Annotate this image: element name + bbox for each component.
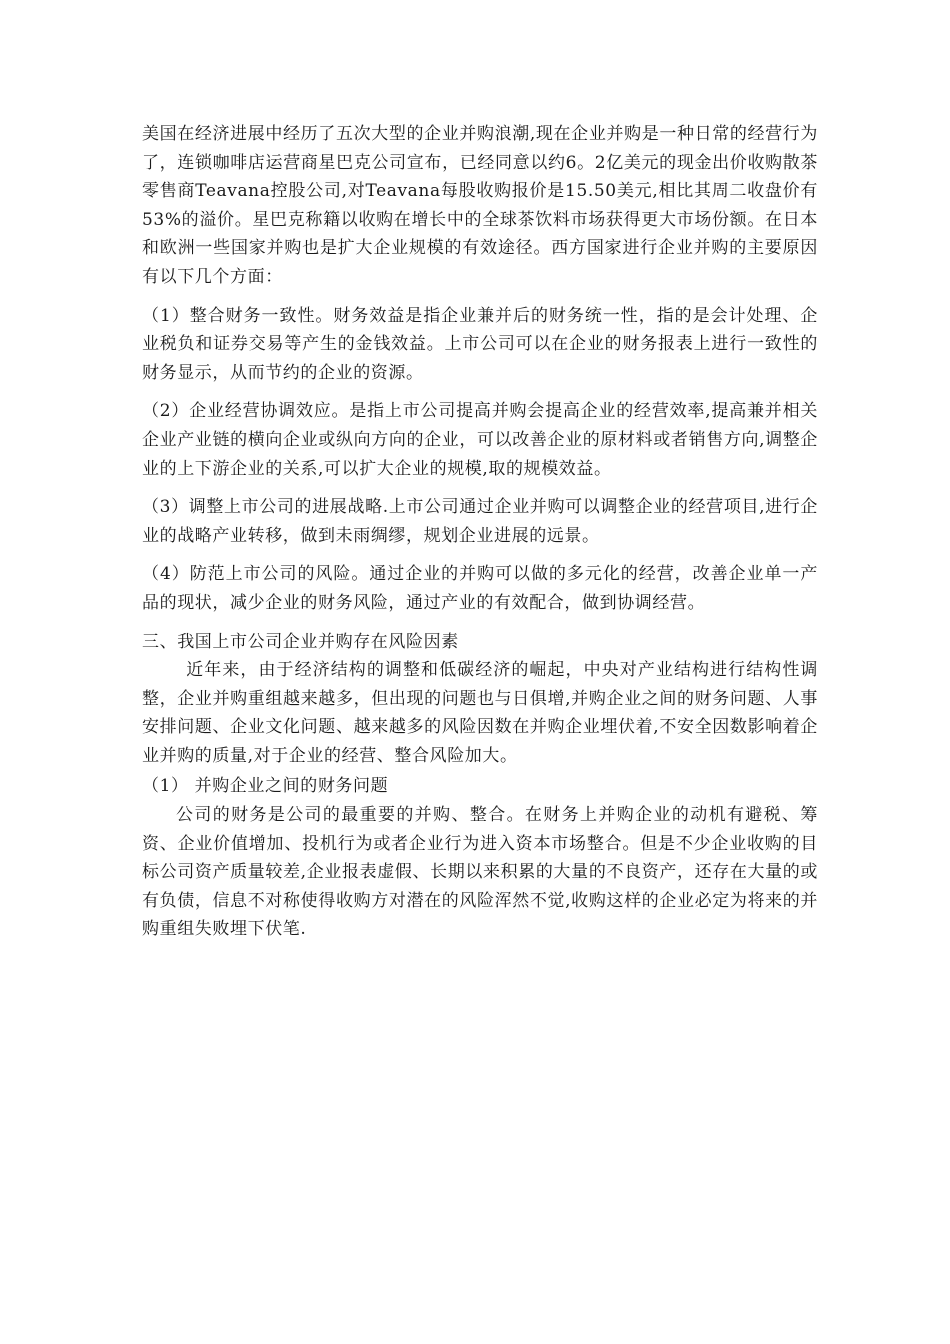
document-page	[142, 120, 818, 944]
list-item-1: （1）整合财务一致性。财务效益是指企业兼并后的财务统一性，指的是会计处理、企业税负和证券交易等产生的金钱效益。上市公司可以在企业的财务报表上进行一致性的财务显示，从而节约的企业的资源。	[142, 305, 818, 383]
subsection-1-paragraph: 公司的财务是公司的最重要的并购、整合。在财务上并购企业的动机有避税、筹资、企业价值增加、投机行为或者企业行为进入资本市场整合。但是不少企业收购的目标公司资产质量较差,企业报表虚假、长期以来积累的大量的不良资产，还存在大量的或有负债，信息不对称使得收购方对潜在的风险浑然不觉,收购这样的企业必定为将来的并购重组失败埋下伏笔.	[142, 805, 818, 940]
intro-paragraph: 美国在经济进展中经历了五次大型的企业并购浪潮,现在企业并购是一种日常的经营行为了，连锁咖啡店运营商星巴克公司宣布，已经同意以约6。2亿美元的现金出价收购散茶零售商Teavana控股公司,对Teavana每股收购报价是15.50美元,相比其周二收盘价有53%的溢价。星巴克称籍以收购在增长中的全球茶饮料市场获得更大市场份额。在日本和欧洲一些国家并购也是扩大企业规模的有效途径。西方国家进行企业并购的主要原因有以下几个方面：	[142, 124, 818, 287]
list-item-2: （2）企业经营协调效应。是指上市公司提高并购会提高企业的经营效率,提高兼并相关企业产业链的横向企业或纵向方向的企业，可以改善企业的原材料或者销售方向,调整企业的上下游企业的关系,可以扩大企业的规模,取的规模效益。	[142, 401, 818, 479]
list-item-4: （4）防范上市公司的风险。通过企业的并购可以做的多元化的经营，改善企业单一产品的现状，减少企业的财务风险，通过产业的有效配合，做到协调经营。	[142, 564, 818, 613]
list-item-3: （3）调整上市公司的进展战略.上市公司通过企业并购可以调整企业的经营项目,进行企业的战略产业转移，做到未雨绸缪，规划企业进展的远景。	[142, 497, 818, 546]
subsection-1-heading: （1） 并购企业之间的财务问题	[142, 776, 389, 797]
section-3-paragraph: 近年来，由于经济结构的调整和低碳经济的崛起，中央对产业结构进行结构性调整，企业并购重组越来越多，但出现的问题也与日俱增,并购企业之间的财务问题、人事安排问题、企业文化问题、越来越多的风险因数在并购企业埋伏着,不安全因数影响着企业并购的质量,对于企业的经营、整合风险加大。	[142, 660, 818, 766]
section-3-heading: 三、我国上市公司企业并购存在风险因素	[142, 631, 459, 652]
